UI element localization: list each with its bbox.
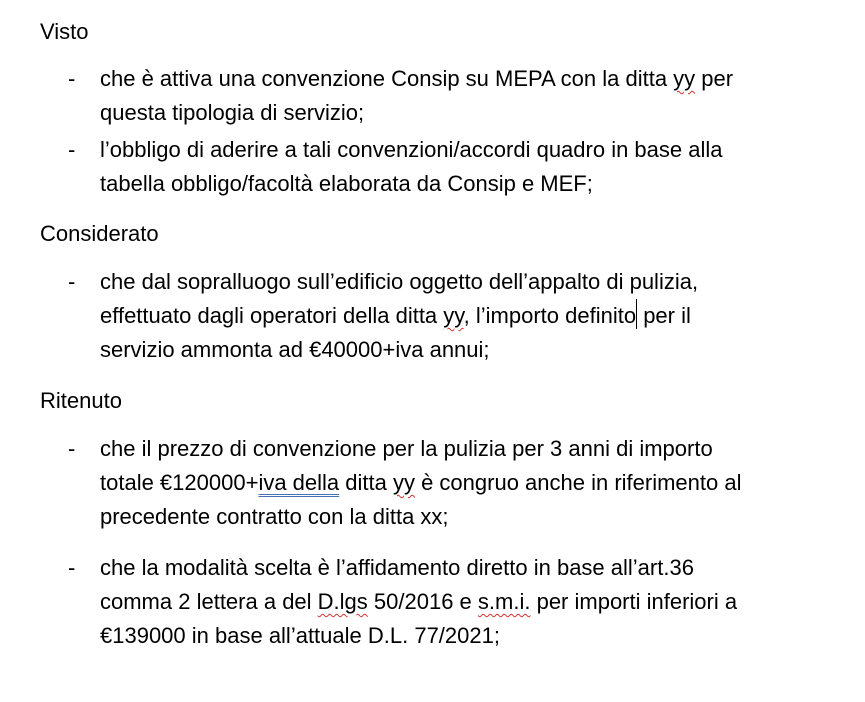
heading-visto: Visto — [40, 19, 89, 44]
spellcheck-underlined-word: s.m.i. — [477, 589, 531, 614]
text-line — [100, 62, 840, 96]
text-segment: tabella obbligo/facoltà elaborata da Consip e MEF; — [100, 171, 593, 196]
spellcheck-underlined-word: yy — [443, 303, 464, 328]
text-segment: è congruo anche in riferimento al — [414, 470, 742, 495]
text-segment: totale €120000+ — [100, 470, 259, 495]
text-segment: per importi inferiori a — [530, 589, 738, 614]
text-line — [100, 551, 840, 585]
text-line — [100, 619, 840, 653]
list-item-text — [100, 133, 840, 201]
text-segment: che il prezzo di convenzione per la pulizia per 3 anni di importo — [100, 436, 713, 461]
bullet-dash: - — [68, 555, 76, 580]
text-segment: precedente contratto con la ditta xx; — [100, 504, 449, 529]
spellcheck-underlined-word: yy — [392, 470, 415, 495]
bullet-dash: - — [68, 66, 76, 91]
list-item-text — [100, 62, 840, 130]
list-item-text — [100, 432, 840, 534]
text-line — [100, 432, 840, 466]
text-segment: che la modalità scelta è l’affidamento diretto in base all’art.36 — [100, 555, 694, 580]
text-line — [100, 265, 840, 299]
text-segment: servizio ammonta ad €40000+iva annui; — [100, 337, 490, 362]
text-segment: , l’importo definito — [463, 303, 637, 328]
text-segment: questa tipologia di servizio; — [100, 100, 365, 125]
text-segment: l’obbligo di aderire a tali convenzioni/accordi quadro in base alla — [100, 137, 723, 162]
text-segment: per il — [637, 303, 691, 328]
text-line — [100, 299, 840, 333]
text-line — [100, 585, 840, 619]
text-segment: €139000 in base all’attuale D.L. 77/2021; — [100, 623, 500, 648]
text-line — [100, 466, 840, 500]
text-segment: effettuato dagli operatori della ditta — [100, 303, 444, 328]
text-segment: comma 2 lettera a del — [100, 589, 318, 614]
spellcheck-underlined-word: yy — [673, 66, 696, 91]
text-segment: per — [695, 66, 734, 91]
list-item-text — [100, 551, 840, 653]
heading-ritenuto: Ritenuto — [40, 388, 122, 413]
bullet-dash: - — [68, 436, 76, 461]
bullet-dash: - — [68, 269, 76, 294]
text-line — [100, 333, 840, 367]
text-line — [100, 167, 840, 201]
list-item-text — [100, 265, 840, 367]
text-line — [100, 133, 840, 167]
text-segment: 50/2016 e — [367, 589, 478, 614]
spellcheck-underlined-word: D.lgs — [317, 589, 368, 614]
text-segment: che dal sopralluogo sull’edificio oggetto dell’appalto di pulizia, — [100, 269, 699, 294]
heading-considerato: Considerato — [40, 221, 159, 246]
text-segment: che è attiva una convenzione Consip su MEPA con la ditta — [100, 66, 674, 91]
bullet-dash: - — [68, 137, 76, 162]
text-line — [100, 96, 840, 130]
text-line — [100, 500, 840, 534]
grammar-underlined-phrase: iva della — [258, 470, 340, 495]
text-segment: ditta — [339, 470, 393, 495]
